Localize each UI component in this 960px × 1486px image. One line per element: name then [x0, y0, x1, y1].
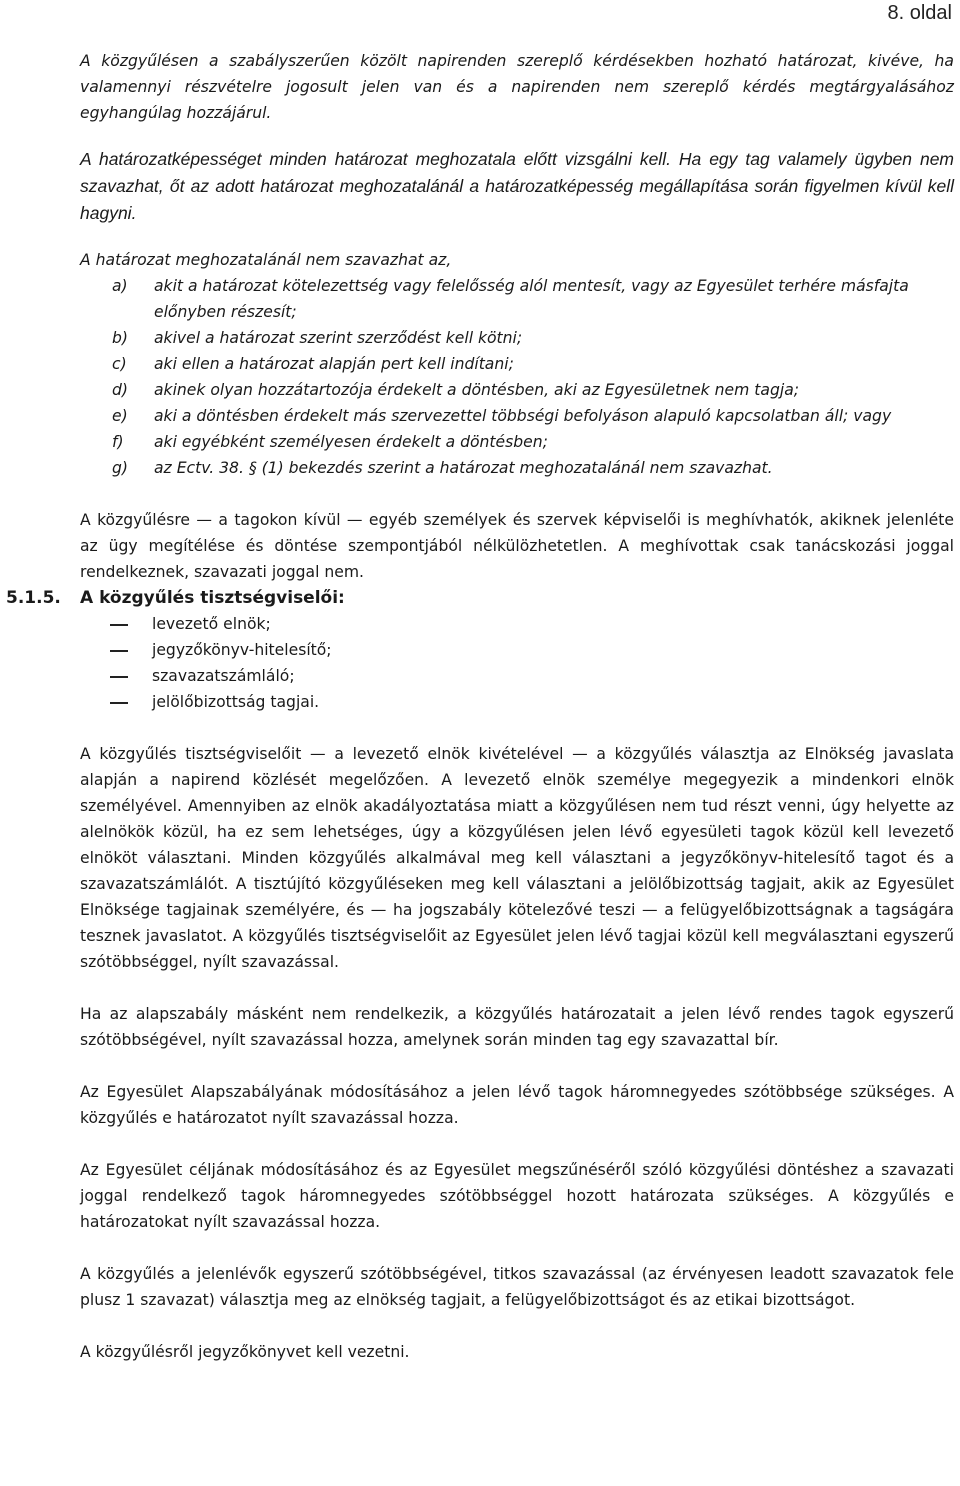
list-item-label: g) [112, 459, 128, 477]
quorum-sentence-1: A határozatképességet minden határozat meghozatala előtt vizsgálni kell. [80, 149, 679, 169]
paragraph-invited: A közgyűlésre — a tagokon kívül — egyéb személyek és szervek képviselői is meghívhatók, akiknek jelenléte az ügy megítélése és döntése szempontjából nélkülözhetetlen. A meghívottak csak tanácskozási joggal rendelkeznek, szavazati joggal nem. [80, 511, 954, 581]
paragraph-decisions: Ha az alapszabály másként nem rendelkezik, a közgyűlés határozatait a jelen lévő rendes tagok egyszerű szótöbbségével, nyílt szavazással hozza, amelynek során minden tag egy szavazattal bír. [80, 1005, 954, 1049]
list-item-text: aki ellen a határozat alapján pert kell indítani; [154, 355, 514, 373]
list-item-text: levezető elnök; [152, 615, 271, 633]
paragraph-minutes: A közgyűlésről jegyzőkönyvet kell vezetni. [80, 1343, 410, 1361]
paragraph-purpose: Az Egyesület céljának módosításához és az Egyesület megszűnéséről szóló közgyűlési döntéshez a szavazati joggal rendelkező tagok háromnegyedes szótöbbséggel hozott határozata szükséges. A közgyűlés e határozatokat nyílt szavazással hozza. [80, 1161, 954, 1231]
list-item-text: akit a határozat kötelezettség vagy felelősség alól mentesít, vagy az Egyesület terhére másfajta előnyben részesít; [154, 277, 909, 321]
document-body [6, 48, 955, 1365]
list-item-label: b) [112, 329, 128, 347]
list-item [112, 351, 954, 377]
list-item [110, 611, 954, 637]
list-item-label: e) [112, 407, 128, 425]
paragraph-agenda: A közgyűlésen a szabályszerűen közölt napirenden szereplő kérdésekben hozható határozat, kivéve, ha valamennyi részvételre jogosult jelen van és a napirenden nem szereplő kérdés megtárgyalásához egyhangúlag hozzájárul. [80, 52, 954, 122]
paragraph-election: A közgyűlés a jelenlévők egyszerű szótöbbségével, titkos szavazással (az érvényesen leadott szavazatok fele plusz 1 szavazat) választja meg az elnökség tagjait, a felügyelőbizottságot és az etikai bizottságot. [80, 1265, 954, 1309]
page-number: 8. oldal [887, 2, 952, 24]
list-item [110, 637, 954, 663]
section-number: 5.1.5. [6, 588, 61, 608]
list-item [112, 403, 954, 429]
paragraph-quorum [80, 146, 954, 227]
list-item-label: c) [112, 355, 127, 373]
paragraph-officers: A közgyűlés tisztségviselőit — a levezető elnök kivételével — a közgyűlés választja az Elnökség javaslata alapján a napirend közlését megelőzően. A levezető elnök személye megegyezik a mindenkori elnök személyével. Amennyiben az elnök akadályoztatása miatt a közgyűlésen nem tud részt venni, úgy helyette az alelnökök közül, ha ez sem lehetséges, úgy a közgyűlésen jelen lévő egyesületi tagok közül kell levezető elnököt választani. Minden közgyűlés alkalmával meg kell választani a jegyzőkönyv-hitelesítő tagot és a szavazatszámlálót. A tisztújító közgyűléseken meg kell választani a jelölőbizottság tagjait, akik az Egyesület Elnöksége tagjainak személyére, és — ha jogszabály kötelezővé teszi — a felügyelőbizottságnak a tagságára tesznek javaslatot. A közgyűlés tisztségviselőit az Egyesület jelen lévő tagjai közül kell megválasztani egyszerű szótöbbséggel, nyílt szavazással. [80, 745, 954, 971]
dash-bullet-icon [110, 611, 152, 637]
list-item-text: az Ectv. 38. § (1) bekezdés szerint a határozat meghozatalánál nem szavazhat. [154, 459, 773, 477]
list-item-text: jegyzőkönyv-hitelesítő; [152, 641, 332, 659]
section-heading [6, 585, 954, 611]
list-item-label: d) [112, 381, 128, 399]
list-item [112, 325, 954, 351]
list-item-text: jelölőbizottság tagjai. [152, 693, 320, 711]
paragraph-exclusion-intro: A határozat meghozatalánál nem szavazhat az, [80, 251, 452, 269]
dash-bullet-icon [110, 663, 152, 689]
list-item-text: aki a döntésben érdekelt más szervezettel többségi befolyáson alapuló kapcsolatban áll; vagy [154, 407, 892, 425]
list-item-label: f) [112, 433, 124, 451]
paragraph-statute: Az Egyesület Alapszabályának módosításához a jelen lévő tagok háromnegyedes szótöbbsége szükséges. A közgyűlés e határozatot nyílt szavazással hozza. [80, 1083, 954, 1127]
list-item [110, 689, 954, 715]
dash-bullet-icon [110, 637, 152, 663]
list-item [112, 273, 954, 325]
list-item [110, 663, 954, 689]
section-title: A közgyűlés tisztségviselői: [80, 588, 345, 608]
dash-bullet-icon [110, 689, 152, 715]
list-item [112, 455, 954, 481]
officers-list [110, 611, 954, 715]
list-item-text: akivel a határozat szerint szerződést kell kötni; [154, 329, 523, 347]
list-item [112, 429, 954, 455]
list-item-text: akinek olyan hozzátartozója érdekelt a döntésben, aki az Egyesületnek nem tagja; [154, 381, 800, 399]
list-item-text: szavazatszámláló; [152, 667, 295, 685]
list-item [112, 377, 954, 403]
list-item-label: a) [112, 277, 128, 295]
quorum-sentence-2: Ha egy tag valamely ügyben nem szavazhat, őt az adott határozat meghozatalánál a határozatképesség megállapítása során figyelmen kívül kell hagyni. [80, 149, 955, 223]
list-item-text: aki egyébként személyesen érdekelt a döntésben; [154, 433, 548, 451]
exclusion-list [112, 273, 954, 481]
